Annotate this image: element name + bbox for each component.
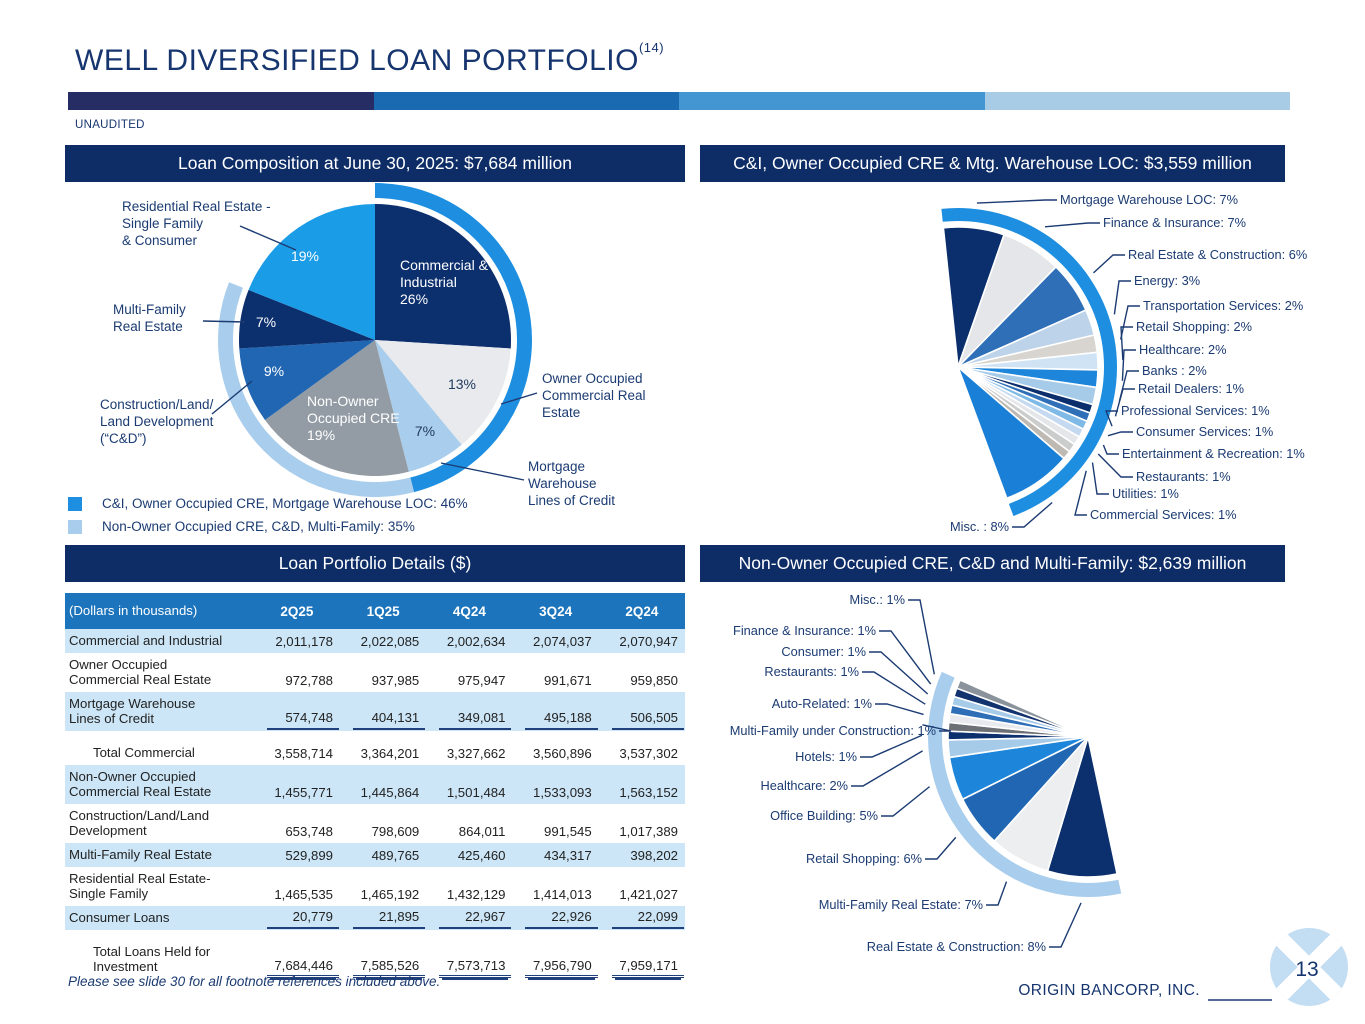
cell-value: 3,364,201 (360, 746, 420, 761)
row-label: Total Loans Held for Investment (93, 944, 211, 974)
fan-label: Finance & Insurance: 1% (733, 623, 876, 638)
cell-value: 3,558,714 (274, 746, 334, 761)
company-name: ORIGIN BANCORP, INC. (1018, 982, 1200, 999)
cell-value: 7,959,171 (599, 940, 685, 979)
cell-value: 959,850 (630, 673, 678, 688)
cell-value: 653,748 (285, 824, 334, 839)
cell-value: 20,779 (254, 906, 340, 930)
noo-breakdown-fan (851, 600, 1121, 947)
fan-label: Energy: 3% (1134, 273, 1201, 288)
fan-label: Commercial Services: 1% (1090, 507, 1237, 522)
cell-value: 7,684,446 (254, 940, 340, 979)
cell-value: 2,002,634 (426, 629, 512, 653)
table-unit-note: (Dollars in thousands) (65, 593, 254, 629)
cell-value: 425,460 (426, 843, 512, 867)
row-label: Consumer Loans (65, 906, 254, 930)
cell-value: 434,317 (512, 843, 598, 867)
unaudited-label: UNAUDITED (75, 119, 145, 131)
leader-line (1049, 903, 1081, 947)
cell-value: 975,947 (457, 673, 506, 688)
fan-label: Multi-Family Real Estate: 7% (818, 897, 983, 912)
table-spacer-row (65, 930, 685, 940)
table-row (65, 804, 685, 843)
fan-label: Banks : 2% (1142, 363, 1207, 378)
cell-value: 1,421,027 (619, 887, 678, 902)
cell-value: 1,445,864 (340, 765, 426, 804)
page-title-text: WELL DIVERSIFIED LOAN PORTFOLIO (75, 44, 639, 77)
cell-value: 7,956,790 (512, 940, 598, 979)
cell-value: 2,074,037 (512, 629, 598, 653)
cell-value: 506,505 (599, 692, 685, 731)
pie-callout-label: Multi-Family Real Estate (113, 302, 186, 334)
cell-value: 7,573,713 (426, 940, 512, 979)
fan-label: Utilities: 1% (1112, 486, 1179, 501)
loan-portfolio-table (65, 593, 685, 979)
cell-value: 1,501,484 (426, 765, 512, 804)
leader-line (1108, 432, 1133, 436)
cell-value: 864,011 (458, 824, 506, 839)
fan-label: Multi-Family under Construction: 1% (729, 723, 936, 738)
fan-label: Real Estate & Construction: 8% (866, 939, 1046, 954)
ci-breakdown-header: C&I, Owner Occupied CRE & Mtg. Warehouse LOC: $3,559 million (700, 145, 1285, 182)
portfolio-details-header: Loan Portfolio Details ($) (65, 545, 685, 582)
fan-label: Hotels: 1% (795, 749, 857, 764)
table-row (65, 867, 685, 906)
cell-value: 21,895 (340, 906, 426, 930)
pie-callout-label: Residential Real Estate -Single Family & Consumer (122, 199, 271, 248)
cell-value: 349,081 (426, 692, 512, 731)
pie-inner-label: 7% (255, 314, 277, 330)
accent-bar (68, 92, 1290, 110)
cell-value: 22,099 (599, 906, 685, 930)
table-row (65, 843, 685, 867)
pie-inner-label: 7% (414, 423, 436, 439)
table-row (65, 692, 685, 731)
row-label: Total Commercial (93, 745, 195, 760)
fan-label: Misc. : 8% (949, 519, 1009, 534)
accent-bar-segment-4 (985, 92, 1291, 110)
fan-label: Consumer: 1% (781, 644, 866, 659)
cell-value: 937,985 (371, 673, 420, 688)
cell-value: 1,017,389 (619, 824, 678, 839)
fan-label: Consumer Services: 1% (1136, 424, 1274, 439)
accent-bar-segment-3 (679, 92, 985, 110)
fan-label: Finance & Insurance: 7% (1103, 215, 1246, 230)
cell-value: 972,788 (285, 673, 334, 688)
leader-line (1045, 223, 1100, 227)
pie-callout-label: Owner Occupied Commercial Real Estate (542, 371, 646, 420)
cell-value: 7,585,526 (340, 940, 426, 979)
leader-line (1092, 463, 1109, 494)
cell-value: 2,011,178 (254, 629, 340, 653)
cell-value: 3,560,896 (533, 746, 592, 761)
footnote-reference: (14) (638, 40, 665, 55)
cell-value: 22,967 (426, 906, 512, 930)
legend-swatch-commercial-group (68, 497, 82, 511)
cell-value: 489,765 (340, 843, 426, 867)
fan-label: Restaurants: 1% (764, 664, 859, 679)
cell-value: 1,465,535 (274, 887, 334, 902)
cell-value: 1,414,013 (533, 887, 592, 902)
table-spacer-row (65, 731, 685, 741)
pie-callout-label: Mortgage Warehouse Lines of Credit (528, 459, 616, 508)
leader-line (1075, 471, 1087, 515)
accent-bar-segment-2 (374, 92, 680, 110)
table-row (65, 765, 685, 804)
cell-value: 529,899 (254, 843, 340, 867)
cell-value: 1,533,093 (512, 765, 598, 804)
cell-value: 991,545 (544, 824, 592, 839)
leader-line (908, 600, 934, 674)
leader-line (851, 751, 923, 786)
cell-value: 1,455,771 (254, 765, 340, 804)
row-label: Mortgage Warehouse Lines of Credit (65, 692, 254, 731)
accent-bar-segment-1 (68, 92, 374, 110)
fan-label: Restaurants: 1% (1136, 469, 1231, 484)
table-column-header: 2Q24 (599, 593, 685, 629)
page-number: 13 (1295, 958, 1319, 981)
legend-item-commercial-group (68, 496, 468, 511)
leader-line (986, 882, 1007, 905)
cell-value: 1,563,152 (599, 765, 685, 804)
leader-line (860, 735, 922, 757)
leader-line (925, 837, 956, 859)
fan-label: Misc.: 1% (849, 592, 905, 607)
fan-label: Transportation Services: 2% (1143, 298, 1304, 313)
pie-inner-label: 19% (290, 248, 320, 264)
cell-value: 2,070,947 (599, 629, 685, 653)
fan-label: Professional Services: 1% (1121, 403, 1270, 418)
legend-label: C&I, Owner Occupied CRE, Mortgage Warehouse LOC: 46% (102, 496, 468, 511)
cell-value: 398,202 (599, 843, 685, 867)
cell-value: 22,926 (512, 906, 598, 930)
table-column-header: 3Q24 (512, 593, 598, 629)
table-column-header: 2Q25 (254, 593, 340, 629)
cell-value: 991,671 (544, 673, 592, 688)
loan-composition-header: Loan Composition at June 30, 2025: $7,684 million (65, 145, 685, 182)
cell-value: 2,022,085 (340, 629, 426, 653)
legend-label: Non-Owner Occupied CRE, C&D, Multi-Family: 35% (102, 519, 415, 534)
fan-label: Retail Dealers: 1% (1138, 381, 1244, 396)
leader-line (203, 321, 245, 322)
legend-item-noo-group (68, 519, 415, 534)
pie-inner-label: 9% (263, 363, 285, 379)
slide-footnote: Please see slide 30 for all footnote references included above. (68, 974, 441, 989)
row-label: Non-Owner Occupied Commercial Real Estate (65, 765, 254, 804)
leader-line (875, 704, 924, 714)
table-header-row (65, 593, 685, 629)
leader-line (1114, 281, 1131, 314)
leader-line (977, 200, 1057, 203)
row-label: Residential Real Estate- Single Family (69, 871, 211, 901)
cell-value: 798,609 (371, 824, 420, 839)
pie-inner-label: 13% (447, 376, 477, 392)
page-title (75, 40, 664, 78)
fan-label: Retail Shopping: 2% (1136, 319, 1252, 334)
cell-value: 404,131 (340, 692, 426, 731)
table-column-header: 4Q24 (426, 593, 512, 629)
cell-value: 495,188 (512, 692, 598, 731)
cell-value: 1,465,192 (360, 887, 420, 902)
table-row (65, 741, 685, 765)
legend-swatch-noo-group (68, 520, 82, 534)
row-label: Owner Occupied Commercial Real Estate (69, 657, 212, 687)
cell-value: 3,537,302 (619, 746, 678, 761)
cell-value: 574,748 (254, 692, 340, 731)
leader-line (881, 787, 930, 816)
loan-composition-pie (203, 183, 537, 497)
row-label: Commercial and Industrial (65, 629, 254, 653)
pie-callout-label: Construction/Land/ Land Development (“C&D”) (100, 397, 214, 446)
fan-label: Auto-Related: 1% (771, 696, 872, 711)
table-row (65, 653, 685, 692)
table-row (65, 629, 685, 653)
fan-label: Mortgage Warehouse LOC: 7% (1060, 192, 1239, 207)
fan-label: Office Building: 5% (770, 808, 878, 823)
fan-label: Healthcare: 2% (760, 778, 848, 793)
fan-label: Real Estate & Construction: 6% (1128, 247, 1308, 262)
cell-value: 3,327,662 (446, 746, 506, 761)
row-label: Multi-Family Real Estate (65, 843, 254, 867)
table-row (65, 906, 685, 930)
fan-label: Healthcare: 2% (1139, 342, 1227, 357)
table-column-header: 1Q25 (340, 593, 426, 629)
noo-breakdown-header: Non-Owner Occupied CRE, C&D and Multi-Family: $2,639 million (700, 545, 1285, 582)
origin-bancorp-logo (1264, 922, 1355, 1013)
leader-line (1103, 445, 1119, 454)
fan-label: Entertainment & Recreation: 1% (1122, 446, 1305, 461)
pie-inner-label: Non-Owner Occupied CRE 19% (307, 393, 400, 443)
fan-label: Retail Shopping: 6% (806, 851, 922, 866)
leader-line (1122, 350, 1136, 381)
cell-value: 1,432,129 (446, 887, 506, 902)
leader-line (1093, 255, 1125, 273)
row-label: Construction/Land/Land Development (69, 808, 210, 838)
pie-inner-label: Commercial & Industrial 26% (400, 257, 488, 307)
ci-breakdown-fan (941, 200, 1140, 527)
